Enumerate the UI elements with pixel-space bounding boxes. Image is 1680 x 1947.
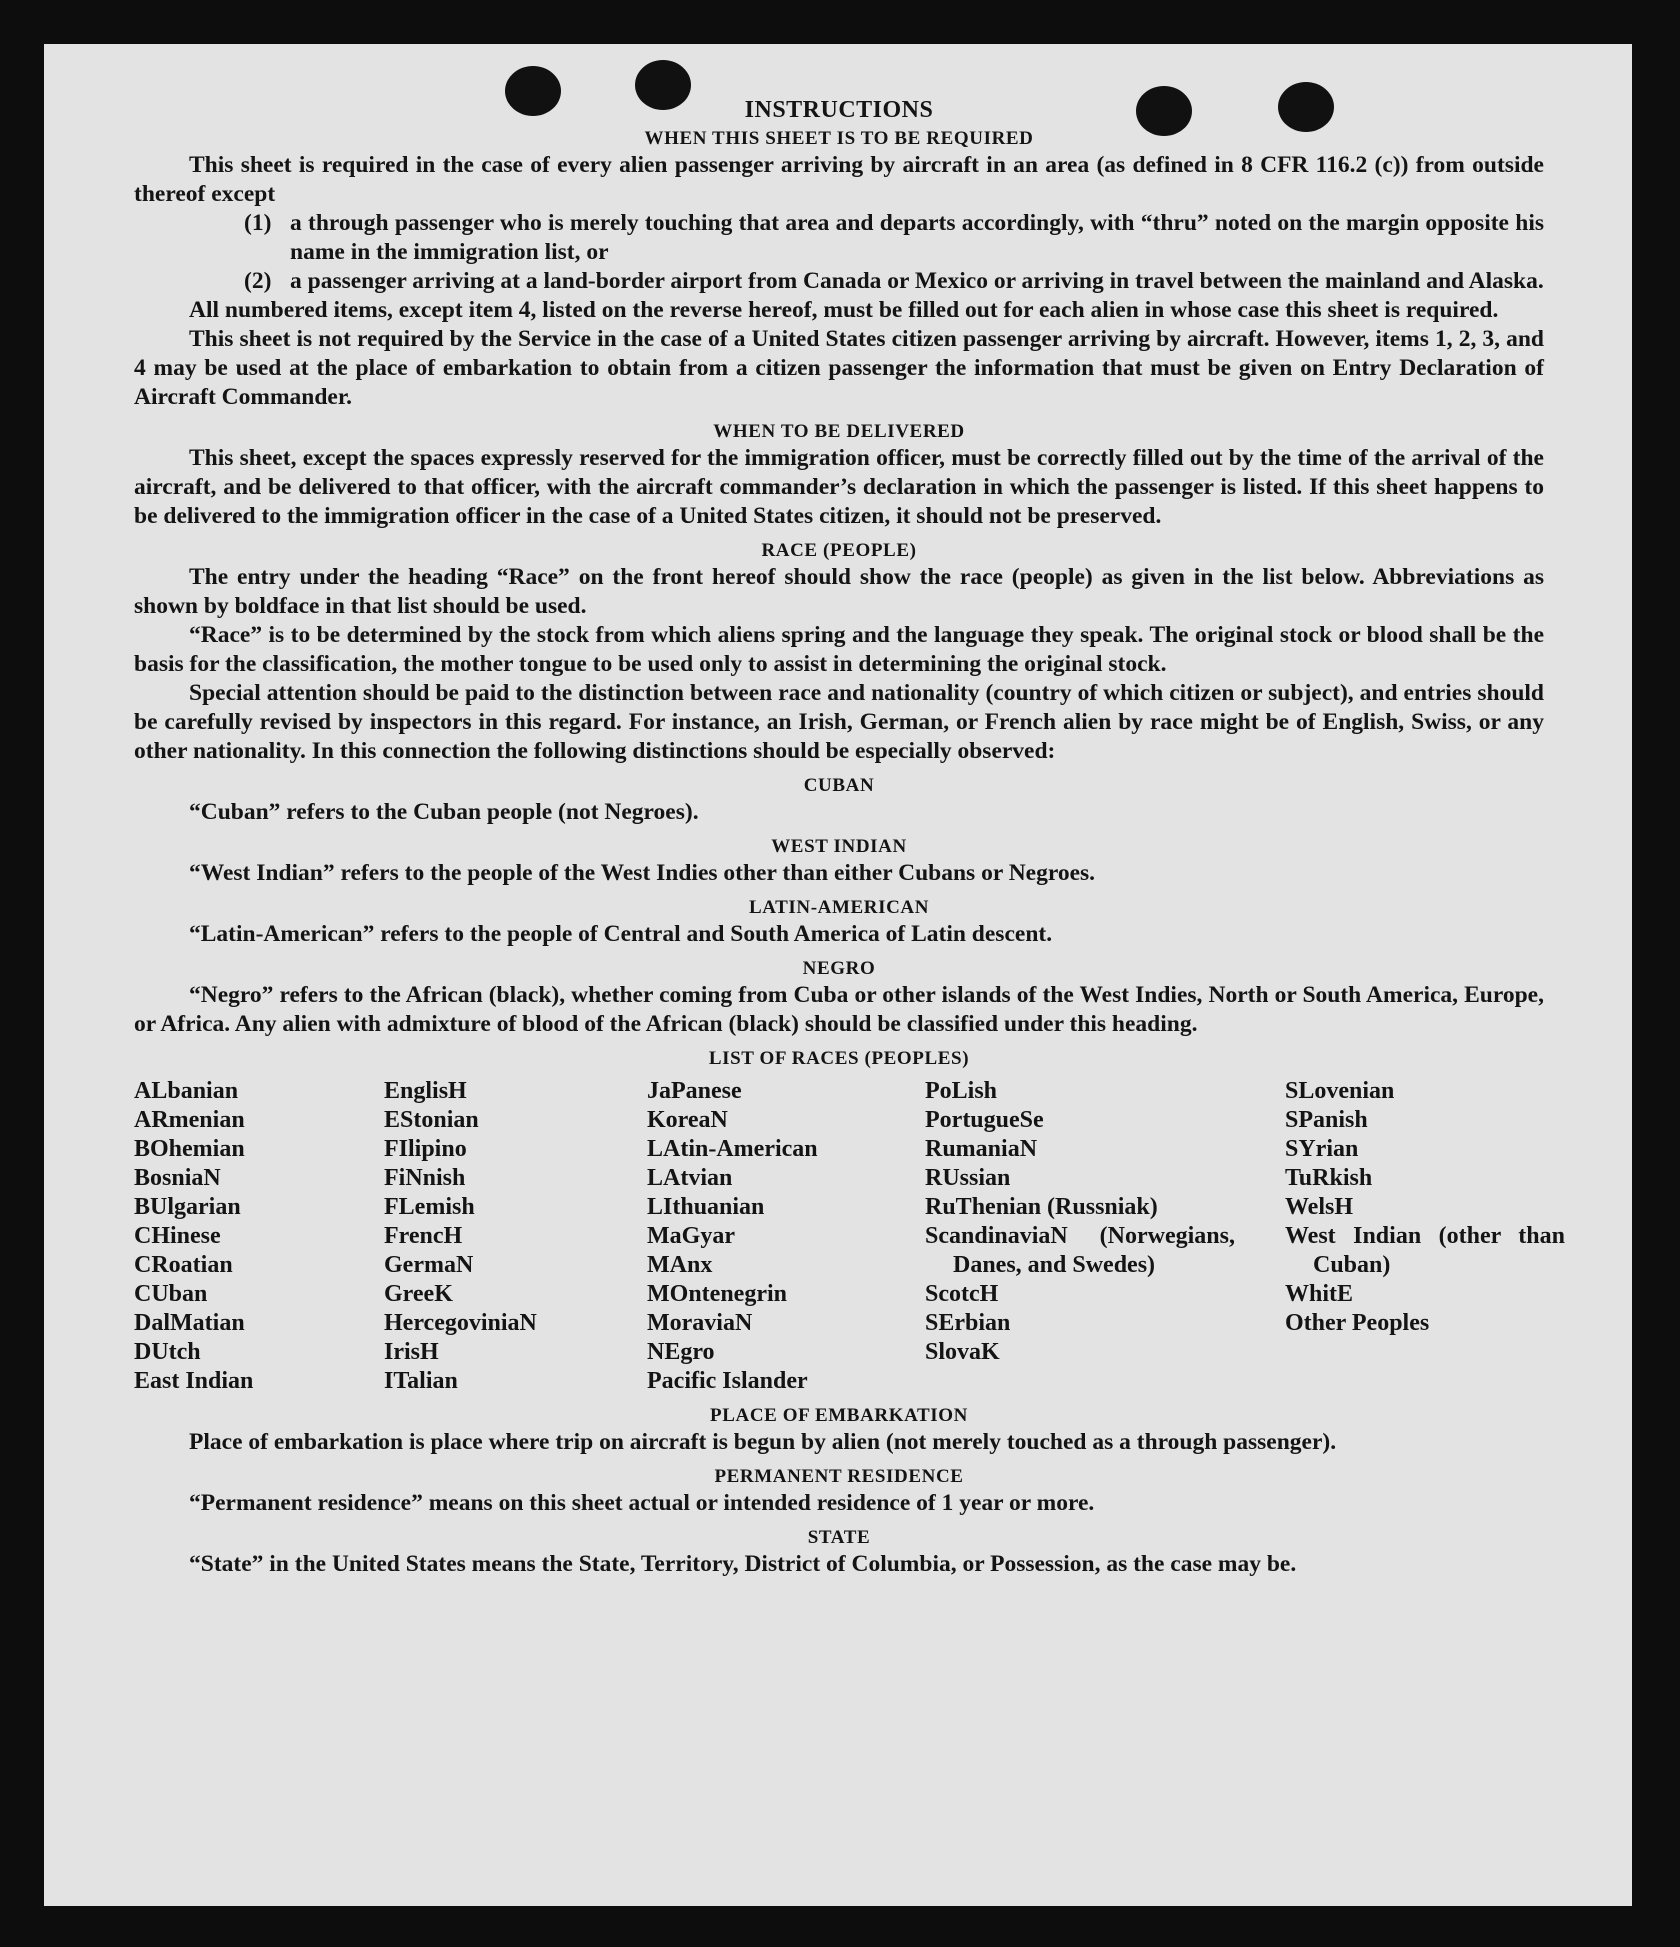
race-item: ARmenian [134, 1107, 245, 1133]
definition-state: “State” in the United States means the State, Territory, District of Columbia, or Possession, as the case may be. [189, 1551, 1297, 1577]
race-item: CUban [134, 1281, 208, 1307]
races-column-3 [647, 1077, 925, 1396]
heading-when-delivered: WHEN TO BE DELIVERED [713, 421, 965, 442]
definition-embarkation: Place of embarkation is place where trip on aircraft is begun by alien (not merely touched as a through passenger). [189, 1429, 1337, 1455]
race-item: LIthuanian [647, 1194, 765, 1220]
race-item: Other Peoples [1285, 1310, 1430, 1336]
race-item: RUssian [925, 1165, 1011, 1191]
heading-cuban: CUBAN [803, 775, 875, 796]
heading-latin-american: LATIN-AMERICAN [748, 897, 930, 918]
race-item: GreeK [384, 1281, 453, 1307]
race-item: WhitE [1285, 1281, 1354, 1307]
paragraph-race-2: “Race” is to be determined by the stock from which aliens spring and the language they speak. The original stock or blood shall be the basis for the classification, the mother tongue to be used only to assist in determining the original stock. [134, 622, 1544, 677]
races-column-1 [134, 1077, 384, 1396]
race-item: FiNnish [384, 1165, 466, 1191]
race-item: ScotcH [925, 1281, 999, 1307]
race-item: ScandinaviaN (Norwegians, Danes, and Swedes) [925, 1223, 1235, 1278]
paragraph-numbered-items: All numbered items, except item 4, listed on the reverse hereof, must be filled out for each alien in whose case this sheet is required. [189, 297, 1499, 323]
paragraph-citizen: This sheet is not required by the Service in the case of a United States citizen passenger arriving by aircraft. However, items 1, 2, 3, and 4 may be used at the place of embarkation to obtain from a citizen passenger the information that must be given on Entry Declaration of Aircraft Commander. [134, 326, 1544, 410]
heading-embarkation: PLACE OF EMBARKATION [710, 1405, 968, 1426]
exception-item [244, 209, 1544, 267]
race-item: LAtvian [647, 1165, 733, 1191]
definition-west-indian: “West Indian” refers to the people of the West Indies other than either Cubans or Negroes. [189, 860, 1096, 886]
race-item: MaGyar [647, 1223, 735, 1249]
race-item: ALbanian [134, 1078, 239, 1104]
race-item: CHinese [134, 1223, 221, 1249]
race-item: MoraviaN [647, 1310, 753, 1336]
heading-when-required: WHEN THIS SHEET IS TO BE REQUIRED [644, 128, 1034, 149]
race-item: MOntenegrin [647, 1281, 787, 1307]
races-list [134, 1077, 1565, 1396]
heading-permanent-residence: PERMANENT RESIDENCE [714, 1466, 964, 1487]
paragraph-delivered: This sheet, except the spaces expressly reserved for the immigration officer, must be correctly filled out by the time of the arrival of the aircraft, and be delivered to that officer, with the aircraft commander’s declaration in which the passenger is listed. If this sheet happens to be delivered to the immigration officer in the case of a United States citizen, it should not be preserved. [134, 445, 1544, 529]
race-item: RumaniaN [925, 1136, 1038, 1162]
exception-number: (2) [244, 268, 272, 294]
exception-number: (1) [244, 210, 272, 236]
race-item: SErbian [925, 1310, 1011, 1336]
race-item: MAnx [647, 1252, 713, 1278]
paragraph-race-1: The entry under the heading “Race” on the front hereof should show the race (people) as given in the list below. Abbreviations as shown by boldface in that list should be used. [134, 564, 1544, 619]
definition-permanent-residence: “Permanent residence” means on this sheet actual or intended residence of 1 year or more. [189, 1490, 1095, 1516]
race-item: PoLish [925, 1078, 998, 1104]
race-item: FIlipino [384, 1136, 467, 1162]
race-item: BosniaN [134, 1165, 221, 1191]
page-title: INSTRUCTIONS [744, 97, 934, 123]
race-item: DUtch [134, 1339, 201, 1365]
heading-race: RACE (PEOPLE) [761, 540, 917, 561]
exception-text: a through passenger who is merely touching that area and departs accordingly, with “thru” noted on the margin opposite his name in the immigration list, or [290, 210, 1544, 265]
race-item: East Indian [134, 1368, 254, 1394]
race-item: DalMatian [134, 1310, 245, 1336]
exception-text: a passenger arriving at a land-border airport from Canada or Mexico or arriving in travel between the mainland and Alaska. [290, 268, 1544, 294]
race-item: PortugueSe [925, 1107, 1044, 1133]
race-item: RuThenian (Russniak) [925, 1194, 1158, 1220]
race-item: TuRkish [1285, 1165, 1373, 1191]
race-item: IrisH [384, 1339, 439, 1365]
definition-cuban: “Cuban” refers to the Cuban people (not Negroes). [189, 799, 699, 825]
race-item: ITalian [384, 1368, 458, 1394]
race-item: BUlgarian [134, 1194, 241, 1220]
race-item: EStonian [384, 1107, 479, 1133]
race-item: GermaN [384, 1252, 474, 1278]
race-item: JaPanese [647, 1078, 742, 1104]
heading-state: STATE [807, 1527, 871, 1548]
paragraph-race-3: Special attention should be paid to the distinction between race and nationality (country of which citizen or subject), and entries should be carefully revised by inspectors in this regard. For instance, an Irish, German, or French alien by race might be of English, Swiss, or any other nationality. In this connection the following distinctions should be especially observed: [134, 680, 1544, 764]
race-item: FLemish [384, 1194, 475, 1220]
definition-latin-american: “Latin-American” refers to the people of Central and South America of Latin descent. [189, 921, 1053, 947]
races-column-4 [925, 1077, 1285, 1396]
heading-west-indian: WEST INDIAN [771, 836, 907, 857]
race-item: Pacific Islander [647, 1368, 808, 1394]
race-item: WelsH [1285, 1194, 1354, 1220]
race-item: SYrian [1285, 1136, 1359, 1162]
definition-negro: “Negro” refers to the African (black), whether coming from Cuba or other islands of the West Indies, North or South America, Europe, or Africa. Any alien with admixture of blood of the African (black) should be classified under this heading. [134, 982, 1544, 1037]
document-page [44, 44, 1632, 1906]
race-item: NEgro [647, 1339, 715, 1365]
exception-item [244, 267, 1544, 296]
race-item: FrencH [384, 1223, 463, 1249]
race-item: West Indian (other than Cuban) [1285, 1223, 1565, 1278]
race-item: SPanish [1285, 1107, 1368, 1133]
race-item: SLovenian [1285, 1078, 1395, 1104]
race-item: SlovaK [925, 1339, 1000, 1365]
race-item: LAtin-American [647, 1136, 818, 1162]
race-item: BOhemian [134, 1136, 245, 1162]
heading-list-of-races: LIST OF RACES (PEOPLES) [708, 1048, 970, 1069]
race-item: EnglisH [384, 1078, 467, 1104]
races-column-5 [1285, 1077, 1565, 1396]
instructions-content [134, 94, 1565, 1579]
paragraph-required-intro: This sheet is required in the case of every alien passenger arriving by aircraft in an area (as defined in 8 CFR 116.2 (c)) from outside thereof except [134, 152, 1544, 207]
race-item: CRoatian [134, 1252, 233, 1278]
races-column-2 [384, 1077, 647, 1396]
race-item: HercegoviniaN [384, 1310, 537, 1336]
heading-negro: NEGRO [802, 958, 876, 979]
race-item: KoreaN [647, 1107, 728, 1133]
